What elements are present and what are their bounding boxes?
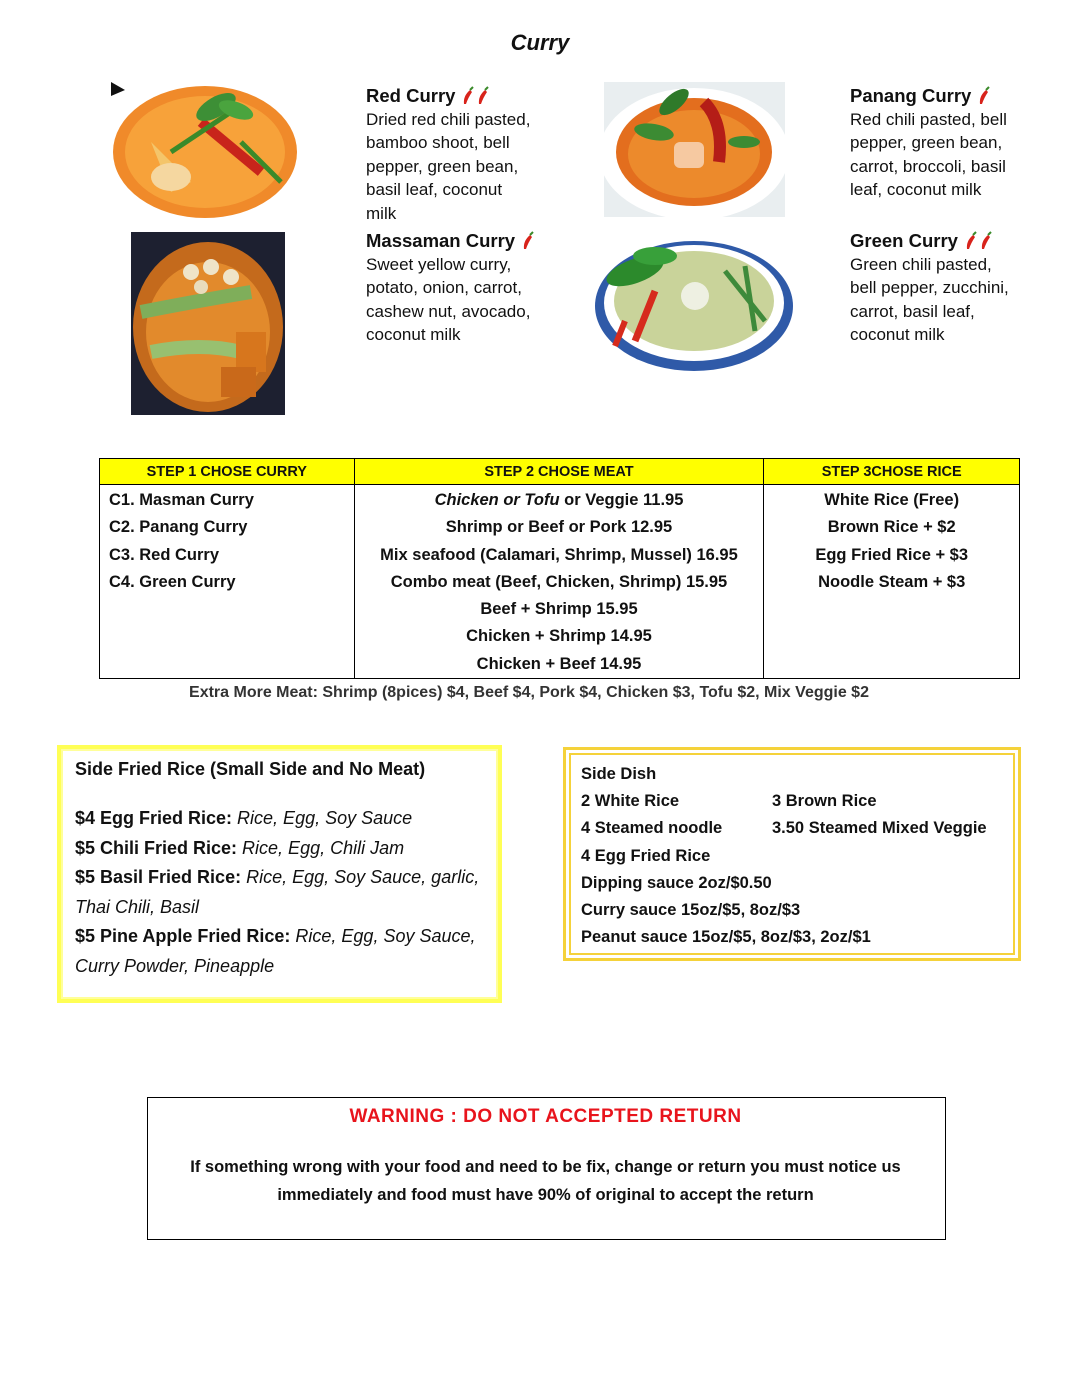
item-label: $5 Pine Apple Fried Rice: xyxy=(75,926,291,947)
dish-name: Red Curry xyxy=(366,85,456,106)
item-desc: Rice, Egg, Soy Sauce, garlic, Thai Chili, Basil xyxy=(75,867,480,917)
page-title: Curry xyxy=(510,30,570,55)
list-item: C3. Red Curry xyxy=(109,545,220,564)
list-item: Shrimp or Beef or Pork 12.95 xyxy=(445,518,673,537)
chili-pepper-icon xyxy=(521,231,535,251)
list-item: 4 Egg Fried Rice xyxy=(581,846,711,865)
chili-pepper-icon xyxy=(964,231,993,251)
side-dish-title: Side Dish xyxy=(581,765,657,783)
list-item xyxy=(75,922,495,981)
item-label: $5 Chili Fried Rice: xyxy=(75,837,238,858)
list-item: Chicken + Beef 14.95 xyxy=(476,654,642,673)
panang-curry-photo xyxy=(604,82,785,217)
side-fried-rice-list xyxy=(75,804,495,982)
dish-panang-curry xyxy=(850,84,1020,202)
list-item: C2. Panang Curry xyxy=(109,518,248,537)
list-item: C4. Green Curry xyxy=(109,572,236,591)
item-label: $5 Basil Fried Rice: xyxy=(75,867,242,888)
list-item: Chicken + Shrimp 14.95 xyxy=(466,627,652,646)
dish-name: Massaman Curry xyxy=(366,230,516,251)
item-desc: Rice, Egg, Soy Sauce, Curry Powder, Pineapple xyxy=(75,926,476,976)
curry-list xyxy=(100,485,354,596)
rice-list xyxy=(764,485,1019,596)
dish-description: Green chili pasted, bell pepper, zucchini, carrot, basil leaf, coconut milk xyxy=(850,254,1009,344)
chili-pepper-icon xyxy=(461,86,490,106)
side-dish-list xyxy=(581,761,987,951)
meat-list xyxy=(355,485,764,678)
list-item: Noodle Steam + $3 xyxy=(818,572,966,591)
extra-meat-note: Extra More Meat: Shrimp (8pices) $4, Beef $4, Pork $4, Chicken $3, Tofu $2, Mix Veggie $2 xyxy=(189,684,869,701)
item-text: 4 Steamed noodle xyxy=(581,819,723,838)
list-item: C1. Masman Curry xyxy=(109,491,254,509)
dish-green-curry xyxy=(850,229,1020,347)
list-item xyxy=(75,804,495,834)
step3-header: STEP 3CHOSE RICE xyxy=(764,459,1020,485)
dish-name: Panang Curry xyxy=(850,85,972,106)
list-item xyxy=(581,815,987,842)
dish-description: Dried red chili pasted, bamboo shoot, bell pepper, green bean, basil leaf, coconut milk xyxy=(366,109,531,223)
dish-massaman-curry xyxy=(366,229,536,347)
list-item: Peanut sauce 15oz/$5, 8oz/$3, 2oz/$1 xyxy=(581,928,871,947)
list-item xyxy=(75,834,495,864)
list-item xyxy=(355,487,764,514)
item-desc: Rice, Egg, Soy Sauce xyxy=(232,808,413,828)
steps-table xyxy=(99,458,1020,679)
chili-pepper-icon xyxy=(977,86,991,106)
item-text: 3.50 Steamed Mixed Veggie xyxy=(772,819,987,838)
list-item: Brown Rice + $2 xyxy=(827,518,956,537)
list-item-italic: Chicken or Tofu xyxy=(434,491,560,509)
list-item: Combo meat (Beef, Chicken, Shrimp) 15.95 xyxy=(390,572,728,591)
green-curry-photo xyxy=(595,231,793,371)
list-item: Egg Fried Rice + $3 xyxy=(815,545,969,564)
list-item: White Rice (Free) xyxy=(824,491,960,509)
item-desc: Rice, Egg, Chili Jam xyxy=(237,837,405,858)
step2-header: STEP 2 CHOSE MEAT xyxy=(354,459,764,485)
massaman-curry-photo xyxy=(131,232,285,415)
list-item: Curry sauce 15oz/$5, 8oz/$3 xyxy=(581,901,801,920)
list-item xyxy=(581,788,987,815)
item-text: 2 White Rice xyxy=(581,792,680,811)
warning-title: WARNING : DO NOT ACCEPTED RETURN xyxy=(349,1106,742,1127)
red-curry-photo xyxy=(111,82,299,218)
list-item xyxy=(75,863,495,922)
dish-red-curry xyxy=(366,84,536,225)
warning-text: If something wrong with your food and need to be fix, change or return you must notice us immediately and food must have 90% of original to accept the return xyxy=(190,1158,901,1204)
list-item: Beef + Shrimp 15.95 xyxy=(480,600,638,619)
dish-description: Sweet yellow curry, potato, onion, carrot, cashew nut, avocado, coconut milk xyxy=(366,254,531,344)
item-label: $4 Egg Fried Rice: xyxy=(75,808,233,828)
list-item-rest: or Veggie 11.95 xyxy=(559,491,684,509)
item-text: 3 Brown Rice xyxy=(772,792,877,811)
side-fried-rice-title: Side Fried Rice (Small Side and No Meat) xyxy=(75,759,426,779)
dish-name: Green Curry xyxy=(850,230,958,251)
step1-header: STEP 1 CHOSE CURRY xyxy=(100,459,355,485)
list-item: Mix seafood (Calamari, Shrimp, Mussel) 16.95 xyxy=(380,545,738,564)
list-item: Dipping sauce 2oz/$0.50 xyxy=(581,873,772,892)
dish-description: Red chili pasted, bell pepper, green bean, carrot, broccoli, basil leaf, coconut milk xyxy=(850,109,1007,199)
